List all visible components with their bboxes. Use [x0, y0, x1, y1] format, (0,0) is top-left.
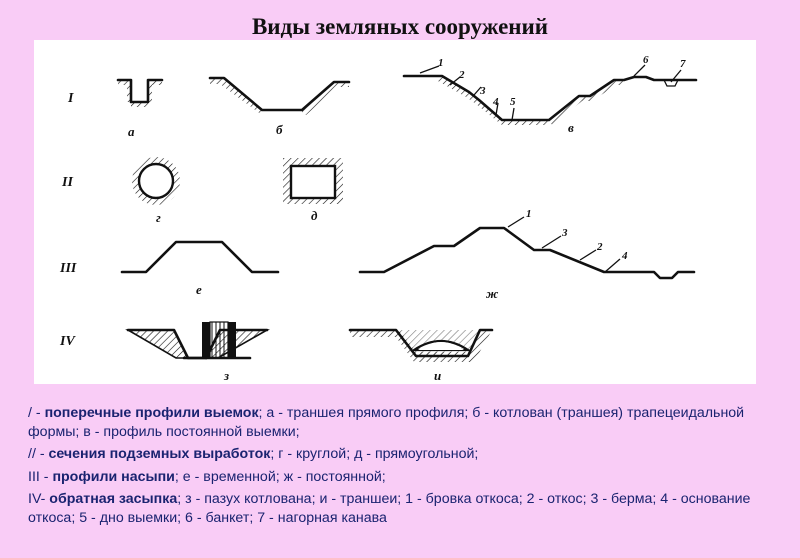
num-v-1: 1 — [438, 57, 444, 69]
earthworks-figure — [34, 40, 756, 384]
num-v-6: 6 — [643, 54, 649, 66]
label-i: и — [434, 368, 442, 383]
row-label-IV: IV — [60, 334, 75, 349]
profile-v-permanent-cut — [404, 54, 696, 135]
label-a: а — [128, 124, 135, 139]
label-d: д — [311, 208, 318, 223]
caption-term-4: обратная засыпка — [49, 491, 178, 507]
label-b: б — [276, 122, 283, 137]
caption-line-2: // - сечения подземных выработок; г - круглой; д - прямоугольной; — [28, 446, 479, 462]
page-title: Виды земляных сооружений — [251, 14, 549, 39]
backfill-i-trench — [350, 330, 492, 383]
caption-term-3: профили насыпи — [52, 468, 175, 485]
label-z: з — [224, 368, 230, 383]
num-v-7: 7 — [680, 58, 686, 70]
figure-caption — [28, 404, 778, 531]
backfill-z-pit — [128, 322, 267, 383]
label-g: г — [156, 210, 161, 225]
num-zh-2: 2 — [597, 241, 603, 253]
num-v-4: 4 — [493, 96, 499, 108]
caption-term-1: поперечные профили выемок — [44, 405, 259, 421]
caption-line-3: III - профили насыпи; е - временной; ж - постоянной; — [28, 468, 386, 485]
embankment-zh-permanent — [360, 208, 694, 301]
profile-b-trapezoid — [210, 78, 349, 137]
num-zh-4: 4 — [622, 250, 628, 262]
num-v-3: 3 — [480, 85, 486, 97]
embankment-e-temporary — [122, 242, 278, 297]
label-e: е — [196, 282, 202, 297]
label-v: в — [568, 120, 574, 135]
num-v-5: 5 — [510, 96, 516, 108]
caption-line-1: / - поперечные профили выемок; а - траншея прямого профиля; б - котлован (траншея) трапецеидальной формы; в - профиль постоянной выемки; — [28, 405, 745, 440]
row-label-II: II — [62, 175, 73, 190]
row-label-III: III — [60, 261, 77, 276]
num-zh-1: 1 — [526, 208, 532, 220]
section-d-rect — [283, 158, 343, 223]
row-label-I: I — [68, 91, 74, 106]
section-g-round — [132, 157, 180, 225]
num-zh-3: 3 — [562, 227, 568, 239]
caption-term-2: сечения подземных выработок — [48, 446, 271, 462]
profile-a-rect-trench — [118, 80, 162, 139]
num-v-2: 2 — [459, 69, 465, 81]
label-zh: ж — [486, 286, 499, 301]
caption-line-4: IV- обратная засыпка; з - пазух котлована; и - траншеи; 1 - бровка откоса; 2 - откос; 3 - берма; 4 - основание откоса; 5 - дно выемки; 6 - банкет; 7 - нагорная канава — [28, 491, 751, 526]
